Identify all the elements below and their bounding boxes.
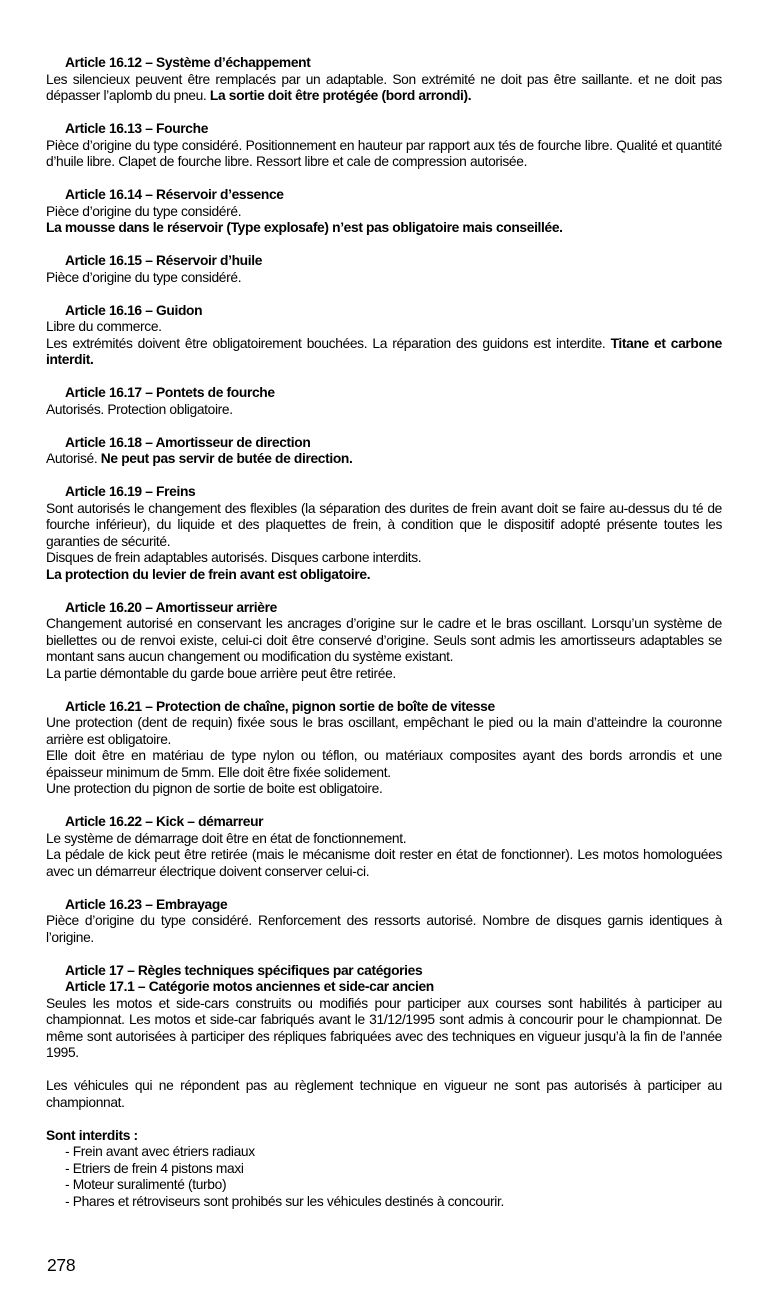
article-paragraph	[46, 402, 722, 419]
article-section	[46, 385, 722, 418]
article-paragraph	[46, 831, 722, 848]
article-paragraph	[46, 781, 722, 798]
article-section	[46, 1128, 722, 1211]
body-text: Une protection (dent de requin) fixée sous le bras oscillant, empêchant le pied ou la main d’atteindre la couronne arrière est obligatoire.	[46, 715, 722, 747]
article-paragraph	[46, 336, 722, 369]
article-heading: Article 17.1 – Catégorie motos anciennes et side-car ancien	[65, 979, 434, 994]
article-heading: Article 17 – Règles techniques spécifiques par catégories	[65, 962, 423, 978]
article-section	[46, 435, 722, 468]
article-heading: Article 16.19 – Freins	[65, 484, 196, 499]
article-heading: Article 16.15 – Réservoir d’huile	[65, 253, 263, 268]
body-text: Sont autorisés le changement des flexibles (la séparation des durites de frein avant doit se faire au-dessus du té de fourche inférieur), du liquide et des plaquettes de frein, à condition que le dispositif adopté présente toutes les garanties de sécurité.	[46, 500, 722, 549]
article-paragraph	[46, 996, 722, 1062]
document-body	[46, 55, 722, 1210]
article-paragraph	[46, 138, 722, 171]
bold-text: La sortie doit être protégée (bord arrondi).	[209, 88, 472, 103]
article-section	[46, 253, 722, 286]
article-paragraph	[46, 1078, 722, 1111]
article-section	[46, 600, 722, 683]
body-text: La partie démontable du garde boue arrière peut être retirée.	[46, 665, 396, 681]
article-heading: Article 16.18 – Amortisseur de direction	[65, 434, 311, 450]
article-heading: Article 16.17 – Pontets de fourche	[65, 385, 275, 400]
article-paragraph	[46, 616, 722, 666]
article-paragraph	[46, 270, 722, 287]
body-text: Pièce d’origine du type considéré. Renforcement des ressorts autorisé. Nombre de disques garnis identiques à l’origine.	[46, 913, 722, 945]
body-text: Autorisés. Protection obligatoire.	[46, 401, 233, 417]
body-text: Les extrémités doivent être obligatoirement bouchées. La réparation des guidons est interdite.	[46, 335, 611, 351]
body-text: Elle doit être en matériau de type nylon ou téflon, ou matériaux composites ayant des bords arrondis et une épaisseur minimum de 5mm. Elle doit être fixée solidement.	[46, 748, 722, 780]
body-text: La pédale de kick peut être retirée (mais le mécanisme doit rester en état de fonctionner). Les motos homologuées avec un démarreur électrique doivent conserver celui-ci.	[46, 847, 722, 879]
bold-text: Ne peut pas servir de butée de direction.	[100, 451, 353, 466]
article-heading: Article 16.12 – Système d’échappement	[65, 55, 311, 70]
article-section	[46, 699, 722, 798]
body-text: Pièce d’origine du type considéré.	[46, 203, 242, 219]
article-paragraph	[46, 748, 722, 781]
article-paragraph	[46, 319, 722, 336]
article-heading: Sont interdits :	[46, 1127, 138, 1143]
body-text: Pièce d’origine du type considéré. Positionnement en hauteur par rapport aux tés de fourche libre. Qualité et quantité d’huile libre. Clapet de fourche libre. Ressort libre et cale de compression autorisée.	[46, 137, 722, 169]
article-section	[46, 55, 722, 105]
article-heading: Article 16.14 – Réservoir d’essence	[65, 187, 284, 202]
list-item: - Moteur suralimenté (turbo)	[65, 1177, 227, 1192]
article-heading: Article 16.13 – Fourche	[65, 121, 209, 136]
article-section	[46, 963, 722, 1062]
body-text: Pièce d’origine du type considéré.	[46, 269, 242, 285]
article-section	[46, 814, 722, 880]
article-paragraph	[46, 847, 722, 880]
article-paragraph	[46, 550, 722, 567]
article-section	[46, 121, 722, 171]
article-paragraph	[46, 220, 722, 237]
article-heading: Article 16.23 – Embrayage	[65, 896, 228, 912]
article-section	[46, 1078, 722, 1111]
bold-text: La protection du levier de frein avant est obligatoire.	[46, 566, 371, 582]
body-text: Les véhicules qui ne répondent pas au règlement technique en vigueur ne sont pas autorisés à participer au championnat.	[46, 1078, 722, 1110]
list-item: - Etriers de frein 4 pistons maxi	[65, 1160, 244, 1176]
body-text: Une protection du pignon de sortie de boite est obligatoire.	[46, 781, 383, 796]
article-paragraph	[46, 666, 722, 683]
article-heading: Article 16.20 – Amortisseur arrière	[65, 599, 277, 615]
article-section	[46, 187, 722, 237]
body-text: Seules les motos et side-cars construits ou modifiés pour participer aux courses sont habilités à participer au championnat. Les motos et side-car fabriqués avant le 31/12/1995 sont admis à concourir pour le championnat. De même sont autorisées à participer des répliques fabriquées avec des techniques en vigueur jusqu’à la fin de l’année 1995.	[46, 995, 722, 1060]
article-heading: Article 16.16 – Guidon	[65, 302, 203, 318]
article-section	[46, 303, 722, 369]
body-text: Autorisé.	[46, 451, 101, 466]
article-heading: Article 16.22 – Kick – démarreur	[65, 814, 264, 829]
bold-text: Titane et carbone interdit.	[46, 335, 722, 367]
body-text: Les silencieux peuvent être remplacés par un adaptable. Son extrémité ne doit pas être saillante. et ne doit pas dépasser l’aplomb du pneu.	[46, 71, 722, 103]
article-paragraph	[46, 567, 722, 584]
bold-text: La mousse dans le réservoir (Type explosafe) n’est pas obligatoire mais conseillée.	[46, 220, 563, 235]
article-section	[46, 897, 722, 947]
body-text: Libre du commerce.	[46, 319, 162, 334]
article-paragraph	[46, 451, 722, 468]
article-paragraph	[46, 913, 722, 946]
article-section	[46, 484, 722, 583]
article-heading: Article 16.21 – Protection de chaîne, pignon sortie de boîte de vitesse	[65, 698, 495, 714]
body-text: Le système de démarrage doit être en état de fonctionnement.	[46, 830, 407, 846]
body-text: Disques de frein adaptables autorisés. Disques carbone interdits.	[46, 550, 422, 565]
list-item: - Frein avant avec étriers radiaux	[65, 1144, 255, 1159]
article-paragraph	[46, 72, 722, 105]
page-number: 278	[47, 1255, 76, 1275]
list-item: - Phares et rétroviseurs sont prohibés sur les véhicules destinés à concourir.	[65, 1193, 504, 1209]
article-paragraph	[46, 204, 722, 221]
body-text: Changement autorisé en conservant les ancrages d’origine sur le cadre et le bras oscillant. Lorsqu’un système de biellettes ou de renvoi existe, celui-ci doit être conservé d’origine. Seuls sont admis les amortisseurs adaptables se montant sans aucun changement ou modification du système existant.	[46, 616, 722, 664]
article-paragraph	[46, 501, 722, 551]
article-paragraph	[46, 715, 722, 748]
